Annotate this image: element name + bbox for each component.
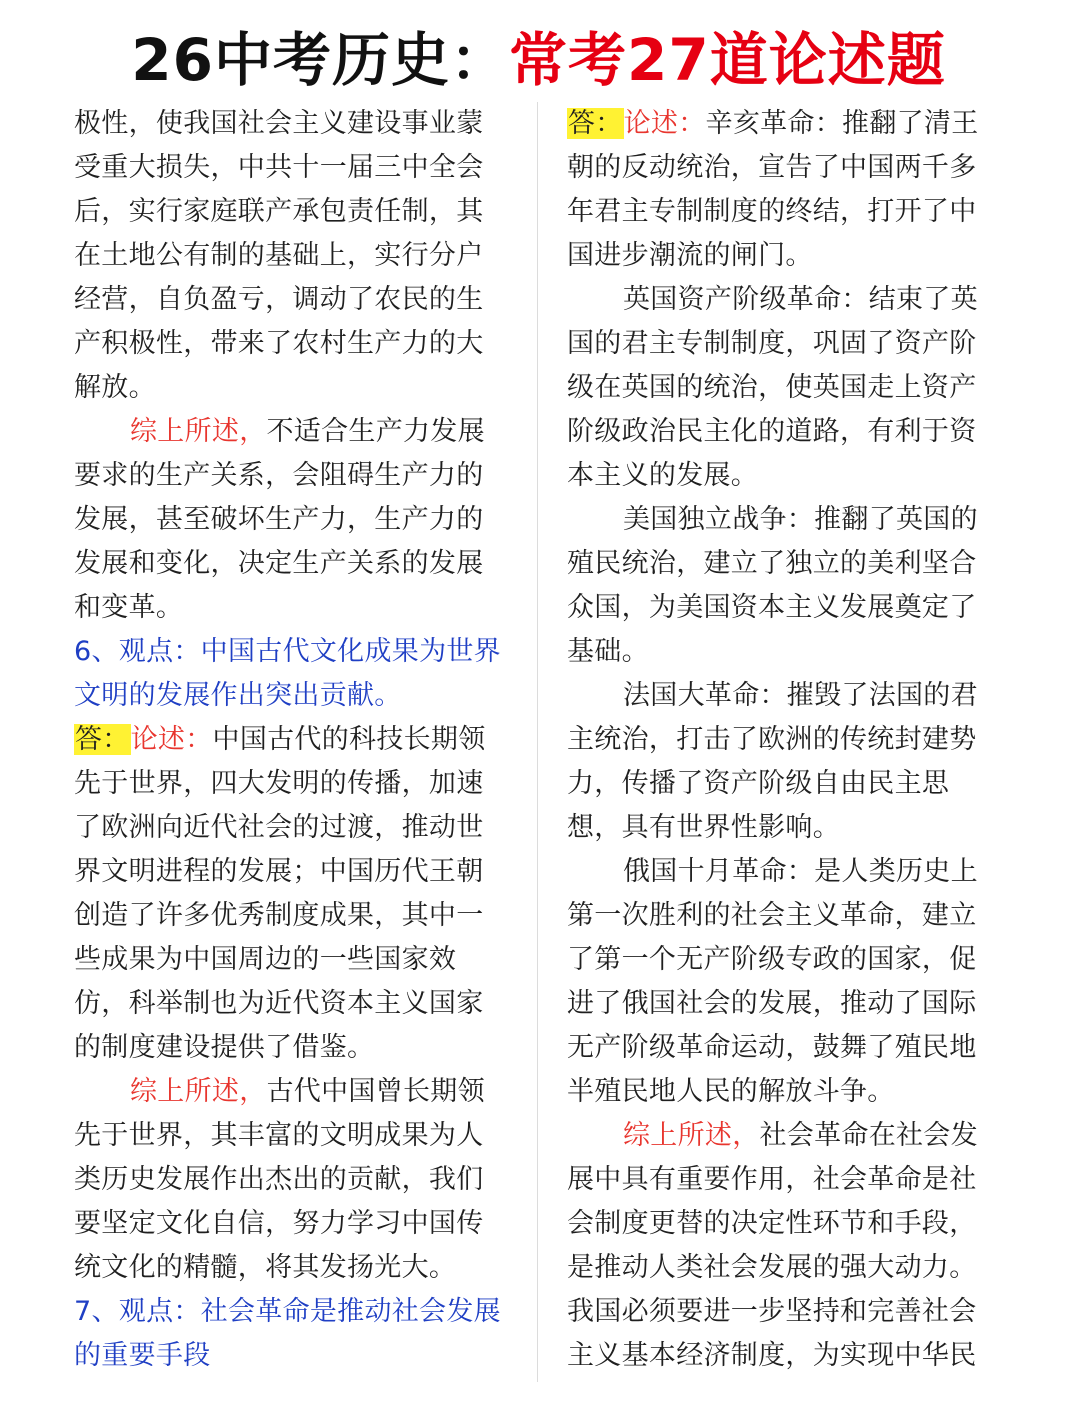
- question-6: [74, 630, 514, 718]
- text-line: 极性，使我国社会主义建设事业蒙: [74, 108, 484, 139]
- right-column: [567, 102, 987, 1378]
- text-line: 经营，自负盈亏，调动了农民的生: [74, 284, 484, 315]
- summary-text: 不适合生产力发展: [266, 416, 485, 447]
- answer-6: [74, 718, 514, 1070]
- summary-label: 综上所述，: [623, 1120, 760, 1151]
- column-divider: [537, 102, 538, 1382]
- text-line: 是推动人类社会发展的强大动力。: [567, 1252, 977, 1283]
- text-line: 解放。: [74, 372, 156, 403]
- text-line: 英国资产阶级革命：结束了英: [623, 284, 978, 315]
- paragraph-france: [567, 674, 987, 850]
- summary-text: 社会革命在社会发: [759, 1120, 978, 1151]
- text-line: 受重大损失，中共十一届三中全会: [74, 152, 484, 183]
- page-title: [0, 18, 1077, 102]
- summary-text: 古代中国曾长期领: [266, 1076, 485, 1107]
- text-line: 半殖民地人民的解放斗争。: [567, 1076, 895, 1107]
- left-column: [74, 102, 514, 1378]
- text-line: 美国独立战争：推翻了英国的: [623, 504, 978, 535]
- text-line: 发展和变化，决定生产关系的发展: [74, 548, 484, 579]
- paragraph-russia: [567, 850, 987, 1114]
- text-line: 要坚定文化自信，努力学习中国传: [74, 1208, 484, 1239]
- text-line: 级在英国的统治，使英国走上资产: [567, 372, 977, 403]
- text-line: 国的君主专制制度，巩固了资产阶: [567, 328, 977, 359]
- text-line: 展中具有重要作用，社会革命是社: [567, 1164, 977, 1195]
- text-line: 创造了许多优秀制度成果，其中一: [74, 900, 484, 931]
- text-line: 阶级政治民主化的道路，有利于资: [567, 416, 977, 447]
- text-line: 众国，为美国资本主义发展奠定了: [567, 592, 977, 623]
- text-line: 俄国十月革命：是人类历史上: [623, 856, 978, 887]
- text-line: 主义基本经济制度，为实现中华民: [567, 1340, 977, 1371]
- text-line: 年君主专制制度的终结，打开了中: [567, 196, 977, 227]
- text-line: 了第一个无产阶级专政的国家，促: [567, 944, 977, 975]
- text-line: 主统治，打击了欧洲的传统封建势: [567, 724, 977, 755]
- text-line: 类历史发展作出杰出的贡献，我们: [74, 1164, 484, 1195]
- text-line: 想，具有世界性影响。: [567, 812, 840, 843]
- text-line: 力，传播了资产阶级自由民主思: [567, 768, 950, 799]
- text-line: 发展，甚至破坏生产力，生产力的: [74, 504, 484, 535]
- paragraph-usa: [567, 498, 987, 674]
- title-black-part: 26中考历史：: [131, 26, 509, 94]
- answer-7: [567, 102, 987, 278]
- summary-paragraph-3: [567, 1114, 987, 1378]
- text-line: 先于世界，四大发明的传播，加速: [74, 768, 484, 799]
- text-line: 基础。: [567, 636, 649, 667]
- text-line: 仿，科举制也为近代资本主义国家: [74, 988, 484, 1019]
- text-line: 我国必须要进一步坚持和完善社会: [567, 1296, 977, 1327]
- text-line: 了欧洲向近代社会的过渡，推动世: [74, 812, 484, 843]
- text-line: [567, 1114, 987, 1158]
- text-line: 界文明进程的发展；中国历代王朝: [74, 856, 484, 887]
- summary-paragraph-1: [74, 410, 514, 630]
- question-line: 的重要手段: [74, 1340, 211, 1371]
- text-line: 先于世界，其丰富的文明成果为人: [74, 1120, 484, 1151]
- text-line: 要求的生产关系，会阻碍生产力的: [74, 460, 484, 491]
- answer-label-highlight: 答：: [568, 108, 623, 139]
- text-line: 第一次胜利的社会主义革命，建立: [567, 900, 977, 931]
- summary-paragraph-2: [74, 1070, 514, 1290]
- text-line: 进了俄国社会的发展，推动了国际: [567, 988, 977, 1019]
- text-line: 统文化的精髓，将其发扬光大。: [74, 1252, 457, 1283]
- summary-label: 综上所述，: [130, 1076, 267, 1107]
- title-red-part: 常考27道论述题: [509, 26, 946, 94]
- text-line: 和变革。: [74, 592, 184, 623]
- text-line: 些成果为中国周边的一些国家效: [74, 944, 457, 975]
- answer-label-highlight: 答：: [75, 724, 130, 755]
- text-line: [567, 102, 987, 146]
- paragraph-england: [567, 278, 987, 498]
- text-line: 产积极性，带来了农村生产力的大: [74, 328, 484, 359]
- text-line: 朝的反动统治，宣告了中国两千多: [567, 152, 977, 183]
- text-line: 国进步潮流的闸门。: [567, 240, 813, 271]
- question-line: 文明的发展作出突出贡献。: [74, 680, 402, 711]
- lunshu-label: 论述：: [130, 724, 213, 755]
- text-line: 法国大革命：摧毁了法国的君: [623, 680, 978, 711]
- question-line: 7、观点：社会革命是推动社会发展: [74, 1296, 501, 1327]
- question-7: [74, 1290, 514, 1378]
- summary-label: 综上所述，: [130, 416, 267, 447]
- text-line: 后，实行家庭联产承包责任制，其: [74, 196, 484, 227]
- answer-text: 中国古代的科技长期领: [212, 724, 486, 755]
- lunshu-label: 论述：: [623, 108, 706, 139]
- text-line: [74, 718, 514, 762]
- text-line: 在土地公有制的基础上，实行分户: [74, 240, 484, 271]
- text-line: 的制度建设提供了借鉴。: [74, 1032, 375, 1063]
- paragraph-continuation: [74, 102, 514, 410]
- text-line: 本主义的发展。: [567, 460, 759, 491]
- question-line: 6、观点：中国古代文化成果为世界: [74, 636, 501, 667]
- answer-text: 辛亥革命：推翻了清王: [705, 108, 979, 139]
- text-line: [74, 1070, 514, 1114]
- text-line: 无产阶级革命运动，鼓舞了殖民地: [567, 1032, 977, 1063]
- text-line: [74, 410, 514, 454]
- text-line: 殖民统治，建立了独立的美利坚合: [567, 548, 977, 579]
- text-line: 会制度更替的决定性环节和手段，: [567, 1208, 977, 1239]
